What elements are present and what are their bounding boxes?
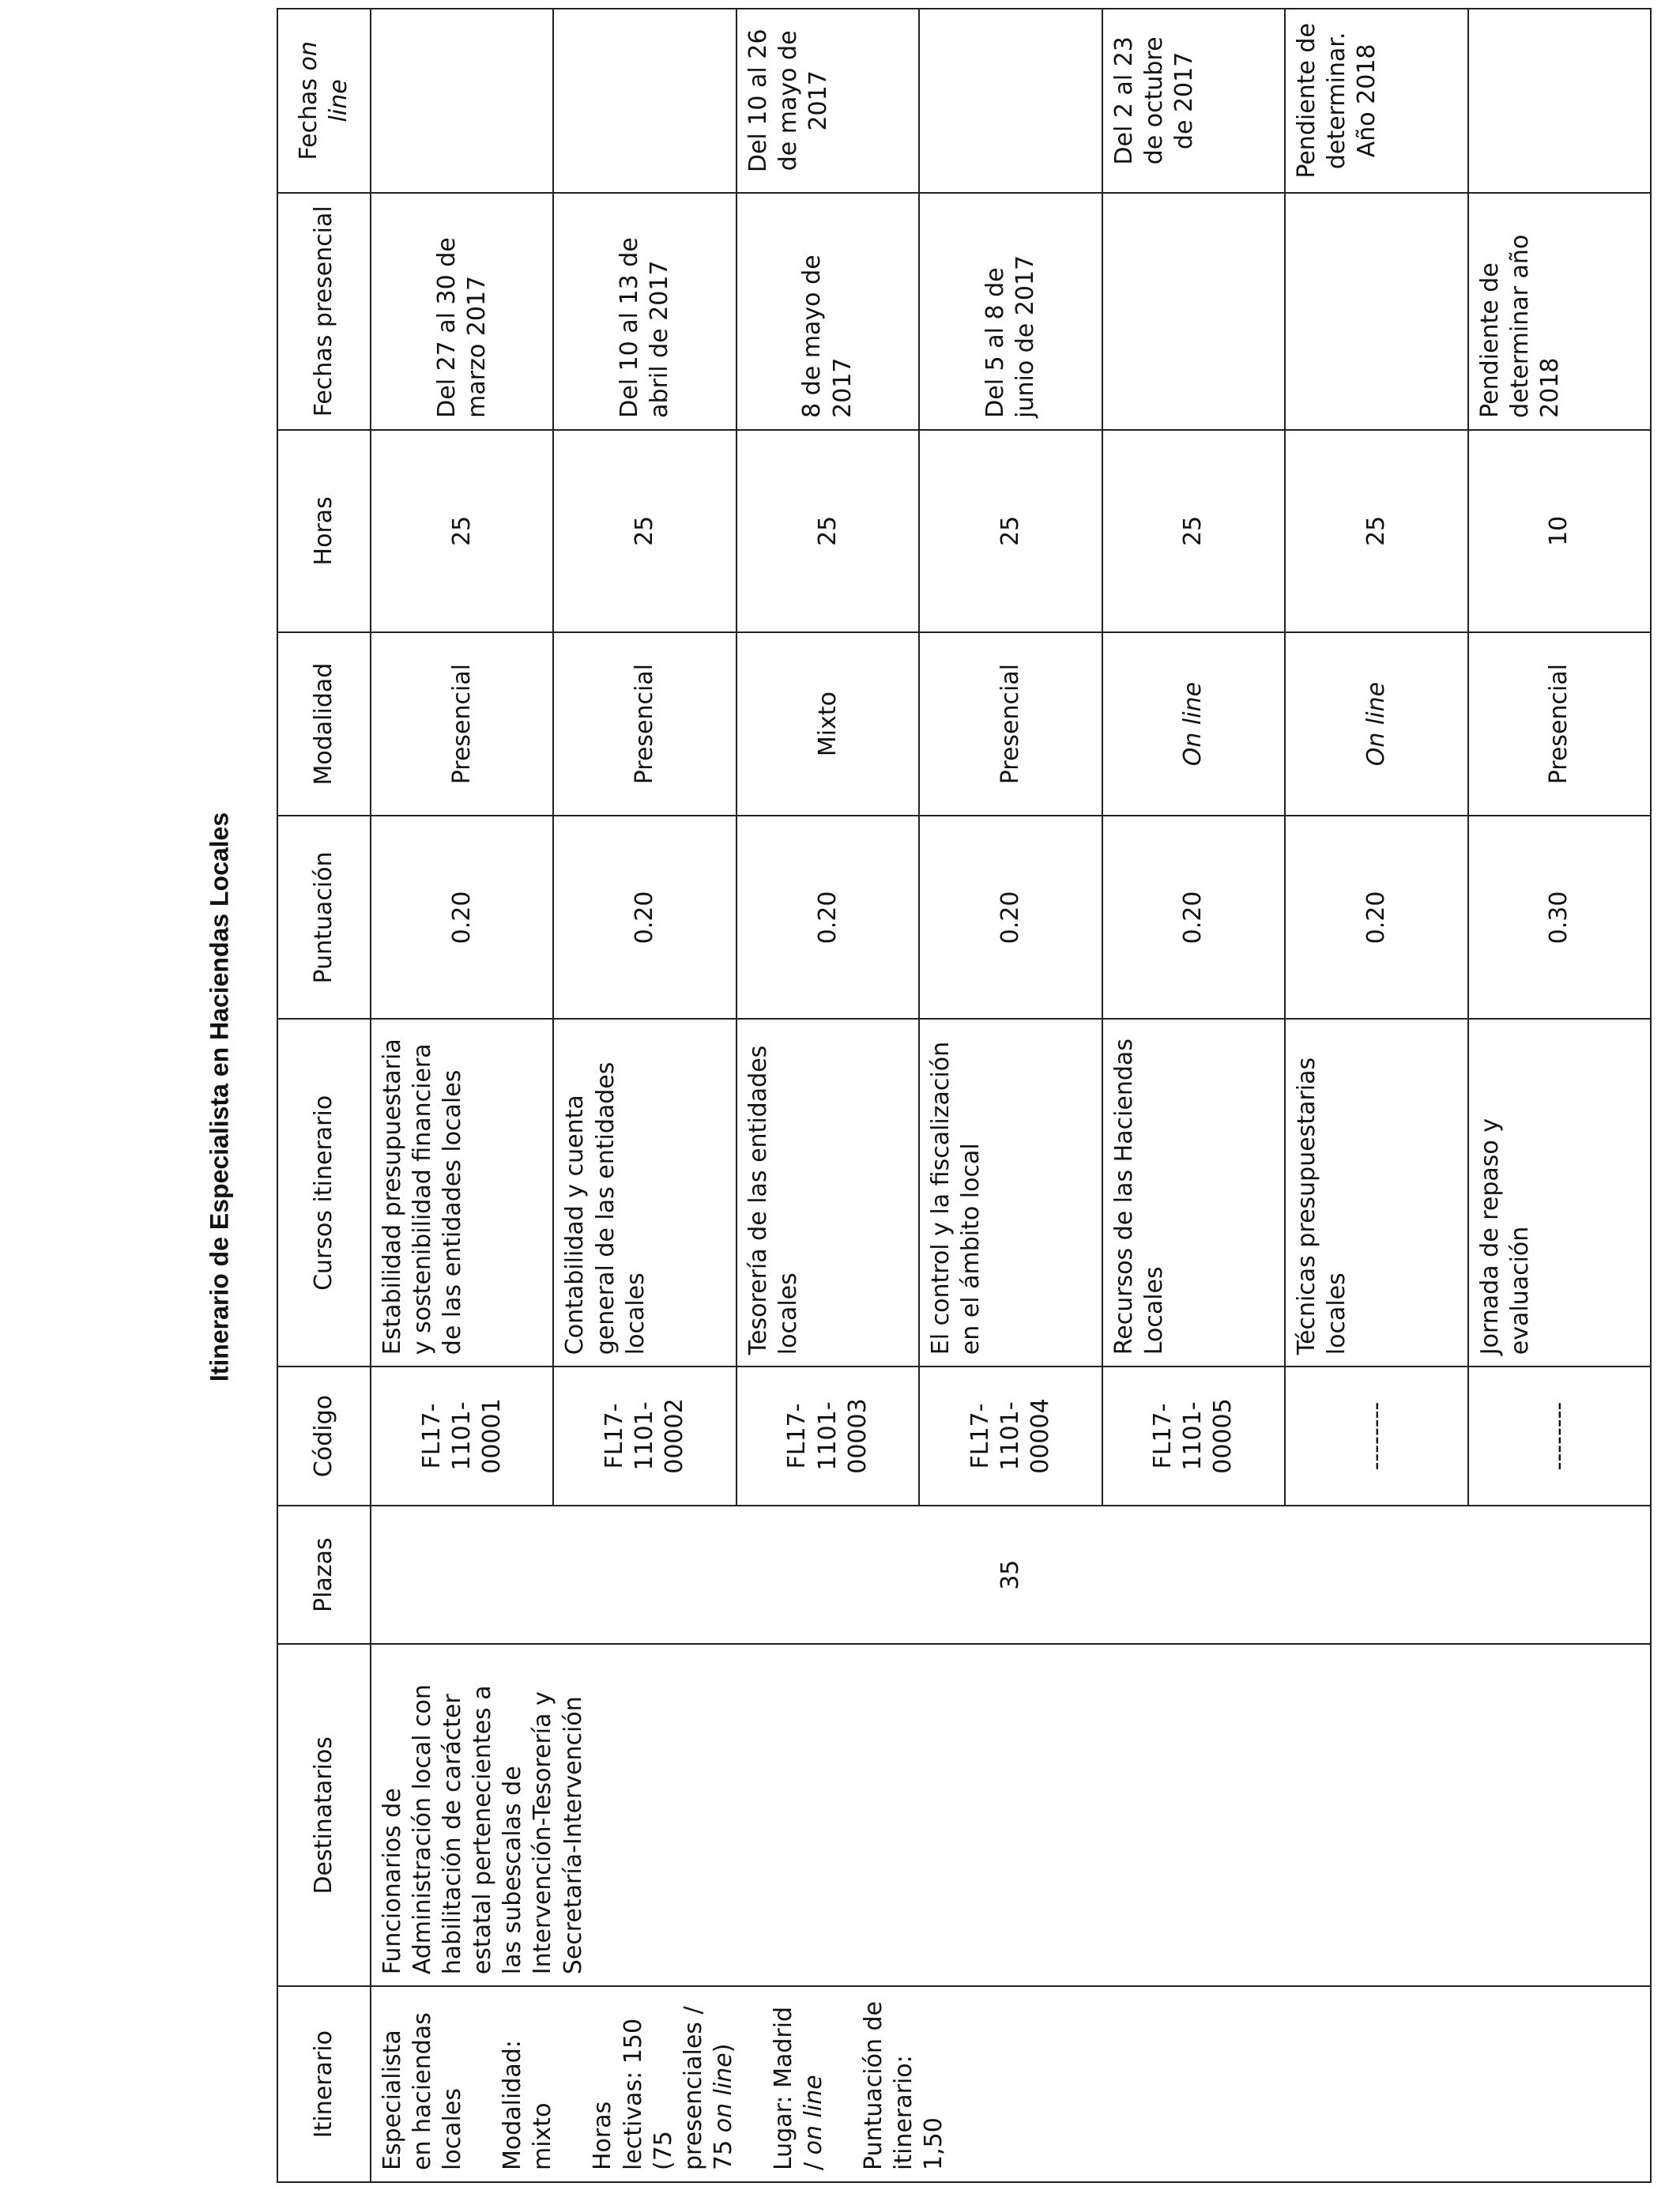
- puntuacion-cell: 0.20: [736, 816, 919, 1019]
- modalidad-cell: Presencial: [1468, 632, 1651, 816]
- codigo-cell: FL17-1101-00002: [553, 1367, 736, 1506]
- puntuacion-cell: 0.30: [1468, 816, 1651, 1019]
- itinerario-puntuacion: Puntuación de itinerario: 1,50: [860, 2001, 948, 2170]
- document-title: Itinerario de Especialista en Haciendas Locales: [205, 812, 234, 1382]
- fechas-presencial-cell: Del 10 al 13 de abril de 2017: [553, 193, 736, 430]
- curso-cell: Estabilidad presupuestaria y sostenibilidad financiera de las entidades locales: [371, 1020, 553, 1367]
- puntuacion-cell: 0.20: [1102, 816, 1285, 1019]
- curso-cell: Tesorería de las entidades locales: [736, 1020, 919, 1367]
- header-fechas-online: [277, 9, 371, 193]
- itinerario-modalidad: Modalidad: mixto: [499, 2040, 557, 2170]
- header-plazas: Plazas: [277, 1506, 371, 1645]
- horas-cell: 25: [736, 430, 919, 632]
- header-itinerario: Itinerario: [277, 1986, 371, 2182]
- puntuacion-cell: 0.20: [553, 816, 736, 1019]
- header-cursos: Cursos itinerario: [277, 1020, 371, 1367]
- horas-cell: 25: [553, 430, 736, 632]
- fechas-presencial-cell: Del 5 al 8 de junio de 2017: [919, 193, 1102, 430]
- codigo-cell: --------: [1285, 1367, 1467, 1506]
- header-modalidad: Modalidad: [277, 632, 371, 816]
- itinerario-cell: [371, 1986, 1651, 2182]
- header-horas: Horas: [277, 430, 371, 632]
- destinatarios-cell: Funcionarios de Administración local con habilitación de carácter estatal pertenecientes a las subescalas de Intervención-Tesorería y Secretaría-Intervención: [371, 1645, 1651, 1987]
- modalidad-cell: On line: [1102, 632, 1285, 816]
- itinerario-horas-prefix: Horas lectivas: 150 (75 presenciales / 75: [589, 2006, 737, 2170]
- horas-cell: 25: [1285, 430, 1467, 632]
- fechas-online-cell: Del 2 al 23 de octubre de 2017: [1102, 9, 1285, 193]
- fechas-online-cell: Pendiente de determinar. Año 2018: [1285, 9, 1467, 193]
- curso-cell: Contabilidad y cuenta general de las entidades locales: [553, 1020, 736, 1367]
- curso-cell: El control y la fiscalización en el ámbito local: [919, 1020, 1102, 1367]
- puntuacion-cell: 0.20: [1285, 816, 1467, 1019]
- horas-cell: 25: [371, 430, 553, 632]
- modalidad-cell: Presencial: [553, 632, 736, 816]
- fechas-online-cell: Del 10 al 26 de mayo de 2017: [736, 9, 919, 193]
- fechas-online-cell: [919, 9, 1102, 193]
- header-codigo: Código: [277, 1367, 371, 1506]
- fechas-online-cell: [553, 9, 736, 193]
- fechas-presencial-cell: [1285, 193, 1467, 430]
- curso-cell: Recursos de las Haciendas Locales: [1102, 1020, 1285, 1367]
- fechas-online-cell: [1468, 9, 1651, 193]
- itinerario-lugar: [769, 1998, 829, 2170]
- curso-cell: Técnicas presupuestarias locales: [1285, 1020, 1467, 1367]
- codigo-cell: FL17-1101-00005: [1102, 1367, 1285, 1506]
- modalidad-cell: On line: [1285, 632, 1467, 816]
- itinerary-table: [277, 8, 1652, 2183]
- header-puntuacion: Puntuación: [277, 816, 371, 1019]
- itinerario-horas-italic: on line: [709, 2053, 737, 2133]
- table-row: [371, 9, 553, 2182]
- itinerario-name: Especialista en haciendas locales: [379, 2012, 467, 2170]
- plazas-cell: 35: [371, 1506, 1651, 1645]
- itinerario-lugar-italic: on line: [800, 2075, 828, 2155]
- modalidad-cell: Presencial: [919, 632, 1102, 816]
- puntuacion-cell: 0.20: [919, 816, 1102, 1019]
- codigo-cell: FL17-1101-00003: [736, 1367, 919, 1506]
- itinerario-horas-suffix: ): [709, 2043, 737, 2053]
- fechas-presencial-cell: [1102, 193, 1285, 430]
- fechas-presencial-cell: Del 27 al 30 de marzo 2017: [371, 193, 553, 430]
- header-fechas-online-italic: on line: [294, 41, 352, 123]
- header-row: [277, 9, 371, 2182]
- itinerario-lugar-prefix: Lugar: Madrid /: [769, 2006, 828, 2170]
- modalidad-cell: Presencial: [371, 632, 553, 816]
- codigo-cell: FL17-1101-00001: [371, 1367, 553, 1506]
- fechas-online-cell: [371, 9, 553, 193]
- fechas-presencial-cell: Pendiente de determinar año 2018: [1468, 193, 1651, 430]
- rotated-page: [277, 8, 1652, 2183]
- fechas-presencial-cell: 8 de mayo de 2017: [736, 193, 919, 430]
- horas-cell: 25: [1102, 430, 1285, 632]
- modalidad-cell: Mixto: [736, 632, 919, 816]
- header-destinatarios: Destinatarios: [277, 1645, 371, 1987]
- itinerario-horas: [588, 1998, 738, 2170]
- horas-cell: 25: [919, 430, 1102, 632]
- puntuacion-cell: 0.20: [371, 816, 553, 1019]
- horas-cell: 10: [1468, 430, 1651, 632]
- codigo-cell: --------: [1468, 1367, 1651, 1506]
- header-fechas-online-prefix: Fechas: [294, 70, 322, 160]
- curso-cell: Jornada de repaso y evaluación: [1468, 1020, 1651, 1367]
- codigo-cell: FL17-1101-00004: [919, 1367, 1102, 1506]
- header-fechas-presencial: Fechas presencial: [277, 193, 371, 430]
